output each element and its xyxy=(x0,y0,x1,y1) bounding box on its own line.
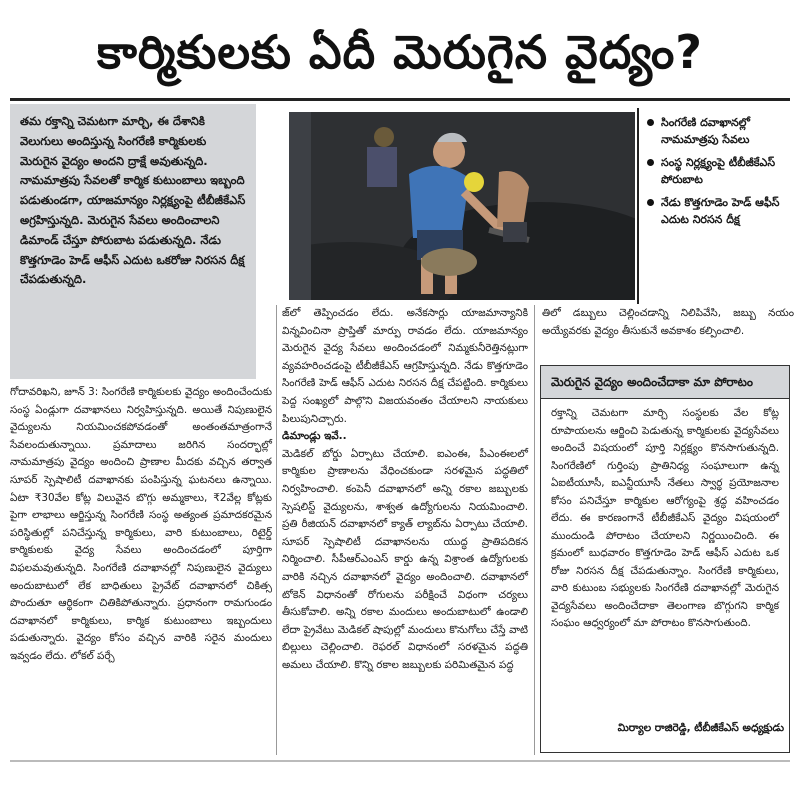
lead-box: తమ రక్తాన్ని చెమటగా మార్చి, ఈ దేశానికి వెలుగులు అందిస్తున్న సింగరేణి కార్మికులకు మెరుగైన వైద్యం అందని ద్రాక్షే అవుతున్నది. నామమాత్రపు సేవలతో కార్మిక కుటుంబాలు ఇబ్బంది పడుతుండగా, యాజమాన్యం నిర్లక్ష్యంపై టీబీజీకేఎస్ అగ్రహిస్తున్నది. మెరుగైన సేవలు అందించాలని డిమాండ్ చేస్తూ పోరుబాట పడుతున్నది. నేడు కొత్తగూడెం హెడ్ ఆఫీస్ ఎదుట ఒకరోజు నిరసన దీక్ష చేపడుతున్నది. xyxy=(10,104,256,379)
headline: కార్మికులకు ఏదీ మెరుగైన వైద్యం? xyxy=(97,25,703,79)
bottom-rule xyxy=(10,760,790,762)
column-divider xyxy=(534,305,535,755)
column-divider xyxy=(276,305,277,755)
demands-text: మెడికల్ బోర్డు ఏర్పాటు చేయాలి. ఐఎంఈ, పీఎంఈలలో కార్మికుల ప్రాణాలను వేధించకుండా సరళమైన పద్ధతిలో నిర్వహించాలి. కంపెనీ దవాఖానలో అన్ని రకాల జబ్బులకు స్పెషలిస్ట్ వైద్యులను, శాశ్వత ఉద్యోగులను నియమించాలి. ప్రతి రీజియన్ దవాఖానలో క్యాత్ ల్యాబ్‌ను ఏర్పాటు చేయాలి. సూపర్ స్పెషాలిటీ దవాఖానలను యుద్ధ ప్రాతిపదికన నిర్మించాలి. సీపీఆర్ఎంఎస్ కార్డు ఉన్న విశ్రాంత ఉద్యోగులకు వారికి నచ్చిన దవాఖానలో వైద్యం అందించాలి. దవాఖానలో టోకెన్ విధానంతో రోగులను పరీక్షించే విధంగా చర్యలు తీసుకోవాలి. అన్ని రకాల మందులు అందుబాటులో ఉండాలి లేదా ప్రైవేటు మెడికల్ షాపుల్లో మందులు కొనుగోలు చేస్తే వాటి బిల్లులు చెల్లించాలి. రెఫరల్ విధానంలో సరళమైన పద్ధతి అమలు చేయాలి. కొన్ని రకాల జబ్బులకు పరిమితమైన పద్ధ xyxy=(282,447,528,671)
highlights-box xyxy=(637,108,797,304)
demands-subhead: డిమాండ్లు ఇవే.. xyxy=(282,430,347,443)
highlight-item: సింగరేణి దవాఖానల్లో నామమాత్రపు సేవలు xyxy=(647,114,791,148)
photo-miners xyxy=(289,112,635,300)
highlight-item: నేడు కొత్తగూడెం హెడ్ ఆఫీస్ ఎదుట నిరసన దీక్ష xyxy=(647,194,791,228)
article-column-3 xyxy=(542,305,794,340)
article-column-1 xyxy=(10,384,272,666)
quote-box-body: రక్తాన్ని చెమటగా మార్చి సంస్థలకు వేల కోట్ల రూపాయలను ఆర్జించి పెడుతున్న కార్మికులకు వైద్యసేవలు అందించే విషయంలో పూర్తి నిర్లక్ష్యం కొనసాగుతున్నది. సింగరేణిలో గుర్తింపు ప్రాతినిధ్య సంఘాలుగా ఉన్న ఏఐటీయూసీ, ఐఎన్టీయూసీ నేతలు స్వార్థ ప్రయోజనాల కోసం పనిచేస్తూ కార్మికుల ఆరోగ్యంపై శ్రద్ధ వహించడం లేదు. ఈ కారణంగానే టీబీజీకేఎస్ వైద్యం విషయంలో ముందుండి పోరాటం చేయాలని నిర్ణయించింది. ఈ క్రమంలో బుధవారం కొత్తగూడెం హెడ్ ఆఫీస్ ఎదుట ఒక రోజు నిరసన దీక్ష చేపడుతున్నాం. సింగరేణి కార్మికులు, వారి కుటుంబ సభ్యులకు సింగరేణి దవాఖానల్లో మెరుగైన వైద్యసేవలు అందించేదాకా తెలంగాణ బొగ్గుగని కార్మిక సంఘం ఆధ్వర్యంలో మా పోరాటం కొనసాగుతుంది. xyxy=(551,407,779,629)
highlight-item: సంస్థ నిర్లక్ష్యంపై టీబీజీకేఎస్ పోరుబాట xyxy=(647,154,791,188)
quote-box xyxy=(540,365,790,753)
quote-box-title: మెరుగైన వైద్యం అందించేదాకా మా పోరాటం xyxy=(541,366,789,399)
article-text: తిలో డబ్బులు చెల్లించడాన్ని నిలిపివేసి, జబ్బు నయం అయ్యేవరకు వైద్యం తీసుకునే అవకాశం కల్పించాలి. xyxy=(542,307,794,337)
article-text: జ్‌లో తెప్పించడం లేదు. అనేకసార్లు యాజమాన్యానికి విన్నవించినా ప్రాప్తితో మార్పు రావడం లేదు. యాజమాన్యం మెరుగైన వైద్య సేవలు అందించడంలో నిమ్మకునీరెత్తినట్లుగా వ్యవహరించడంపై టీబీజీకేఎస్ ఆగ్రహిస్తున్నది. నేడు కొత్తగూడెం సింగరేణి హెడ్ ఆఫీస్ ఎదుట నిరసన దీక్ష చేపట్టింది. కార్మికులు పెద్ద సంఖ్యలో పాల్గొని విజయవంతం చేయాలని నాయకులు పిలుపునిచ్చారు. xyxy=(282,307,528,425)
article-text: గోదావరిఖని, జూన్ 3: సింగరేణి కార్మికులకు వైద్యం అందించేందుకు సంస్థ ఏండ్లుగా దవాఖానలు నిర్వహిస్తున్నది. అయితే నిపుణులైన వైద్యులను నియమించకపోవడంతో అంతంతమాత్రంగానే సేవలందుతున్నాయి. ప్రమాదాలు జరిగిన సందర్భాల్లో నామమాత్రపు వైద్యం అందించి ప్రాణాల మీదకు వచ్చిన తర్వాత సూపర్ స్పెషాలిటీ దవాఖానకు పంపిస్తున్న ఘటనలు ఉన్నాయి. ఏటా ₹30వేల కోట్ల విలువైన బొగ్గు అమ్మకాలు, ₹2వేల్ల కోట్లకు పైగా లాభాలు ఆర్జిస్తున్న సింగరేణి సంస్థ అత్యంత ప్రమాదకరమైన పరిస్థితుల్లో పనిచేస్తున్న కార్మికులు, వారి కుటుంబాలు, రిటైర్డ్ కార్మికులకు వైద్య సేవలు అందించడంలో పూర్తిగా విఫలమవుతున్నది. సింగరేణి దవాఖానల్లో నిపుణులైన వైద్యులు అందుబాటులో లేక బాధితులు ప్రైవేట్ దవాఖానలో చికిత్స పొందుతూ ఆర్థికంగా చితికిపోతున్నారు. ప్రధానంగా రామగుండం దవాఖానలో కార్మికులు, కార్మిక కుటుంబాలు ఇబ్బందులు పడుతున్నారు. వైద్యం కోసం వచ్చిన వారికి సరైన మందులు ఇవ్వడం లేదు. లోకల్ పర్చే xyxy=(10,386,272,662)
article-column-2 xyxy=(282,305,528,674)
signature: మిర్యాల రాజిరెడ్డి, టీబీజీకేఎస్ అధ్యక్షుడు xyxy=(617,722,784,734)
coal-mine-photo xyxy=(289,112,635,300)
headline-rule xyxy=(10,98,790,101)
